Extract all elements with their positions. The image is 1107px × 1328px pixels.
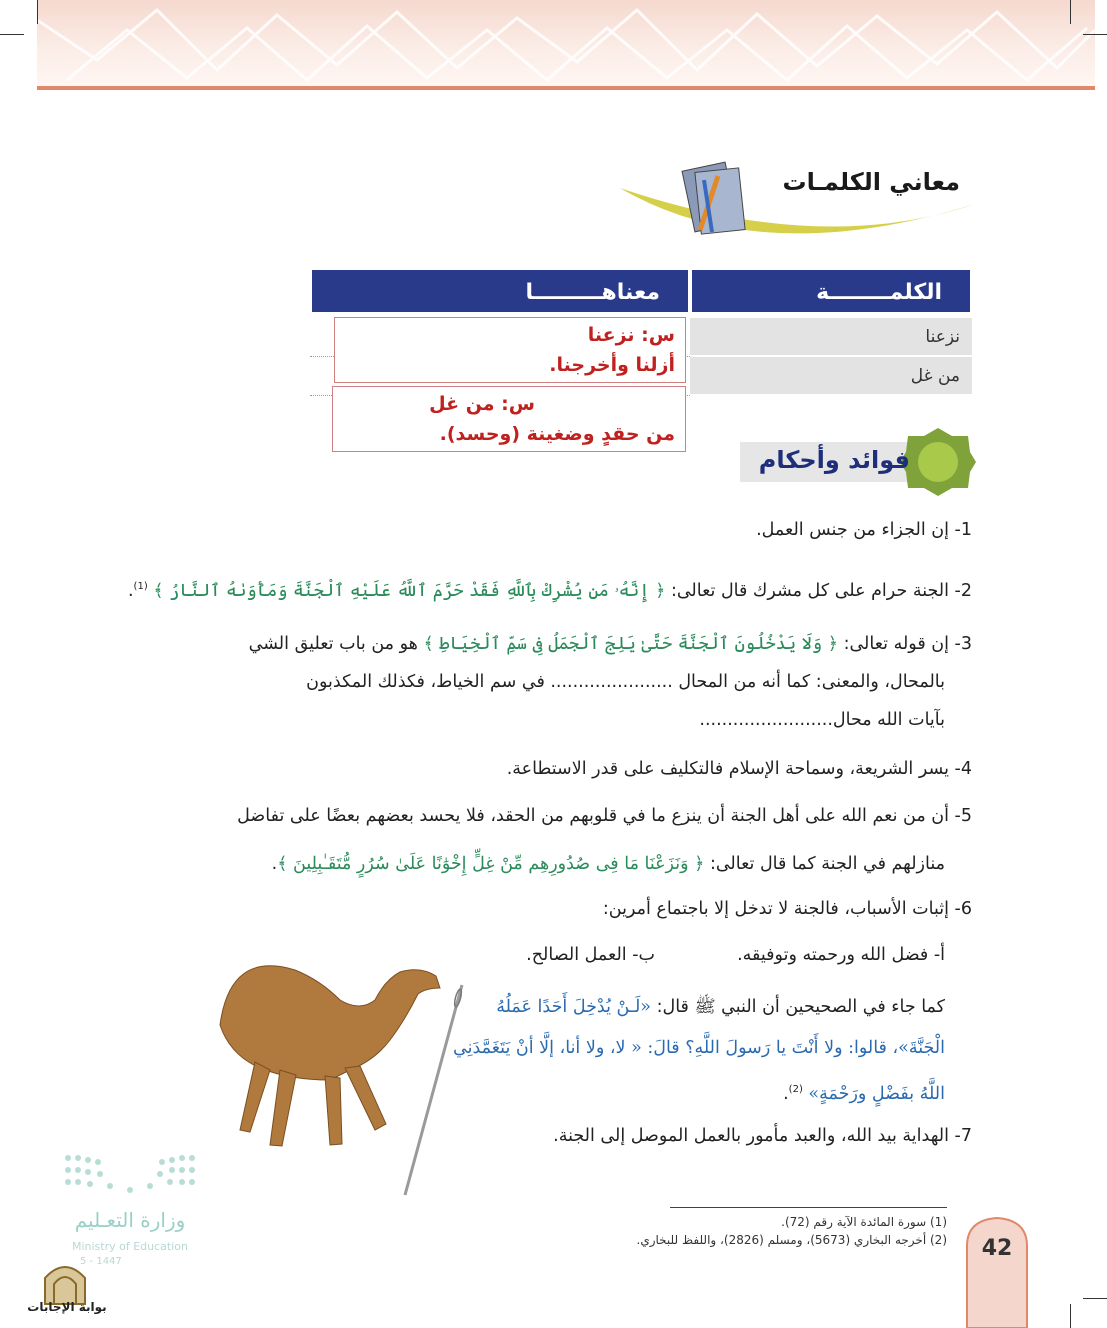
hadith-text: اللَّهُ بفَضْلٍ ورَحْمَةٍ» <box>808 1083 945 1104</box>
hadith-intro: كما جاء في الصحيحين أن النبي ﷺ قال: <box>656 997 945 1017</box>
table-header-meaning: معناهـــــــــا <box>310 268 690 314</box>
answer-question: س: من غل <box>429 393 535 415</box>
page-number: 42 <box>981 1236 1013 1261</box>
benefit-item-4: 4- يسر الشريعة، وسماحة الإسلام فالتكليف على قدر الاستطاعة. <box>506 759 972 779</box>
footnote-2: (2) أخرجه البخاري (5673)، ومسلم (2826)، واللفظ للبخاري. <box>636 1233 947 1247</box>
ministry-year: 5 - 1447 <box>80 1256 122 1267</box>
benefit-item-6-a: أ- فضل الله ورحمته وتوفيقه. <box>737 945 945 965</box>
benefit-item-6: 6- إثبات الأسباب، فالجنة لا تدخل إلا باجتماع أمرين: <box>602 899 972 919</box>
geometric-pattern <box>37 0 1095 86</box>
crop-mark <box>1070 0 1071 24</box>
crop-mark <box>1070 1304 1071 1328</box>
table-header-word: الكلمــــــــة <box>690 268 972 314</box>
quran-verse: ﴿ وَلَا يَدْخُلُونَ ٱلْجَنَّةَ حَتَّىٰ يَلِجَ ٱلْجَمَلُ فِى سَمِّ ٱلْخِيَاطِ ﴾ <box>423 634 838 654</box>
benefit-item-7: 7- الهداية بيد الله، والعبد مأمور بالعمل الموصل إلى الجنة. <box>553 1126 972 1146</box>
answer-question: س: نزعنا <box>587 324 675 346</box>
benefit-item-3-line3: بآيات الله محال........................ <box>699 710 945 730</box>
hadith-line-2 <box>452 1034 945 1062</box>
footnote-ref: (1) <box>133 581 148 592</box>
section-title-meanings: معاني الكلمـات <box>782 168 960 196</box>
benefit-item-1: 1- إن الجزاء من جنس العمل. <box>756 520 972 540</box>
crop-mark <box>1083 34 1107 35</box>
answer-box <box>334 317 686 383</box>
answer-text: أزلنا وأخرجنا. <box>549 354 675 376</box>
quran-verse: ﴿ إِنَّهُۥ مَن يُشْرِكْ بِٱللَّهِ فَقَدْ حَرَّمَ ٱللَّهُ عَلَيْهِ ٱلْجَنَّةَ وَمَأْوَىٰهُ ٱلنَّارُ ﴾ <box>153 580 666 601</box>
benefit-text: هو من باب تعليق الشي <box>248 634 418 654</box>
table-cell-word: نزعنا <box>690 318 972 356</box>
benefit-item-3 <box>248 630 972 658</box>
table-cell-word: من غل <box>690 357 972 395</box>
crop-mark <box>0 34 24 35</box>
quran-verse: ﴿ وَنَزَعْنَا مَا فِى صُدُورِهِم مِّنْ غِلٍّ إِخْوَٰنًا عَلَىٰ سُرُرٍ مُّتَقَـٰبِلِينَ ﴾ <box>277 854 705 874</box>
footnote-ref: (2) <box>788 1084 803 1095</box>
benefit-item-5: 5- أن من نعم الله على أهل الجنة أن ينزع ما في قلوبهم من الحقد، فلا يحسد بعضهم بعضًا على تفاضل <box>237 806 972 826</box>
benefit-item-6-b: ب- العمل الصالح. <box>526 945 655 965</box>
benefit-item-2: 2- الجنة حرام على كل مشرك قال تعالى: ﴿ إِنَّهُۥ مَن يُشْرِكْ بِٱللَّهِ فَقَدْ حَرَّمَ ٱللَّهُ عَلَيْهِ ٱلْجَنَّةَ وَمَأْوَىٰهُ ٱلنَّارُ ﴾ $^{(1)}$. <box>127 580 972 601</box>
hadith-text: الْجَنَّةَ»، قالوا: ولا أَنْتَ يا رَسولَ اللَّهِ؟ قالَ: « <box>631 1038 945 1058</box>
hadith-text: لا، ولا أنا، إلَّا أنْ يَتَغَمَّدَنِي <box>452 1038 626 1058</box>
header-rule <box>37 86 1095 90</box>
benefit-text: منازلهم في الجنة كما قال تعالى: <box>709 854 945 874</box>
hadith-line-1 <box>470 993 945 1021</box>
section-title-benefits: فوائد وأحكام <box>758 446 910 474</box>
ministry-name-english: Ministry of Education <box>71 1240 188 1253</box>
portal-name: بوابة الإجابات <box>27 1300 107 1314</box>
hadith-line-3: اللَّهُ بفَضْلٍ ورَحْمَةٍ» $^{(2)}$. <box>783 1083 945 1104</box>
footnote-1: (1) سورة المائدة الآية رقم (72). <box>781 1215 947 1229</box>
answer-text: من حقدٍ وضغينة (وحسد). <box>439 423 675 445</box>
crop-mark <box>1083 1298 1107 1299</box>
crop-mark <box>37 0 38 24</box>
footnote-rule <box>670 1207 947 1208</box>
benefit-item-3-line2: بالمحال، والمعنى: كما أنه من المحال ...................... في سم الخياط، فكذلك المكذبون <box>306 672 945 692</box>
page-number-tab <box>965 1216 1029 1328</box>
benefit-text: 3- إن قوله تعالى: <box>843 634 972 654</box>
camel-needle-illustration <box>200 930 470 1200</box>
answer-box <box>332 386 686 452</box>
ministry-logo-icon <box>60 1150 200 1200</box>
benefit-item-5-line2: منازلهم في الجنة كما قال تعالى: ﴿ وَنَزَعْنَا مَا فِى صُدُورِهِم مِّنْ غِلٍّ إِخْوَٰنًا عَلَىٰ سُرُرٍ مُّتَقَـٰبِلِينَ ﴾. <box>271 854 945 874</box>
benefit-text: 2- الجنة حرام على كل مشرك قال تعالى: <box>670 580 972 601</box>
hadith-text: «لَـنْ يُدْخِلَ أَحَدًا عَمَلُهُ <box>496 997 652 1017</box>
ministry-name-arabic: وزارة التعـليم <box>74 1208 186 1232</box>
